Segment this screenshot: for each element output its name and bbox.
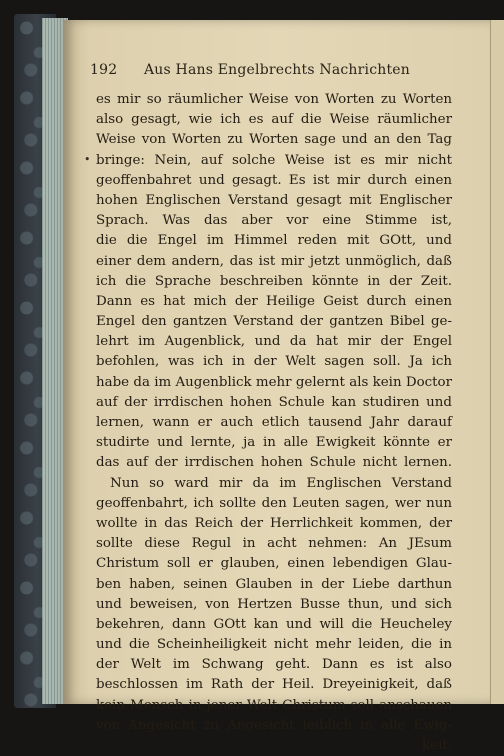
text-line: ben haben, seinen Glauben in der Liebe darthun: [96, 576, 452, 592]
text-line: bekehren, dann GOtt kan und will die Heucheley: [96, 616, 452, 632]
text-line: sollte diese Regul in acht nehmen: An JEsum: [96, 536, 452, 552]
text-line: studirte und lernte, ja in alle Ewigkeit könnte er: [96, 435, 452, 451]
text-line: das auf der irrdischen hohen Schule nicht lernen.: [96, 455, 452, 471]
text-line: kein Mensch in jener Welt Christum soll anschauen: [96, 697, 452, 713]
margin-mark: •: [84, 153, 91, 166]
text-line: einer dem andern, das ist mir jetzt unmöglich, daß: [96, 253, 452, 269]
text-line: geoffenbahrt, ich sollte den Leuten sagen, wer nun: [96, 495, 452, 511]
text-line: Weise von Worten zu Worten sage und an den Tag: [96, 132, 452, 148]
next-page-edge: [490, 20, 504, 704]
text-line: habe da im Augenblick mehr gelernt als kein Doctor: [96, 374, 452, 390]
text-line: lehrt im Augenblick, und da hat mir der Engel: [96, 334, 452, 350]
text-line: geoffenbahret und gesagt. Es ist mir durch einen: [96, 172, 452, 188]
text-line: wollte in das Reich der Herrlichkeit kommen, der: [96, 515, 452, 531]
text-line: die die Engel im Himmel reden mit GOtt, und: [96, 233, 452, 249]
text-line: der Welt im Schwang geht. Dann es ist also: [96, 657, 452, 673]
text-line: Engel den gantzen Verstand der gantzen Bibel ge-: [96, 314, 452, 330]
text-line: und beweisen, von Hertzen Busse thun, und sich: [96, 596, 452, 612]
body-text: [96, 90, 452, 756]
page-header: [90, 62, 450, 78]
text-line: lernen, wann er auch etlich tausend Jahr darauf: [96, 415, 452, 430]
text-line: hohen Englischen Verstand gesagt mit Englischer: [96, 192, 452, 208]
text-line: Sprach. Was das aber vor eine Stimme ist,: [96, 213, 452, 229]
page-number: 192: [90, 62, 118, 78]
text-line: es mir so räumlicher Weise von Worten zu Worten: [96, 92, 452, 107]
text-line: Nun so ward mir da im Englischen Verstand: [110, 475, 452, 491]
text-line: auf der irrdischen hohen Schule kan studiren und: [96, 394, 452, 410]
text-line: bringe: Nein, auf solche Weise ist es mir nicht: [96, 152, 452, 168]
text-line: Dann es hat mich der Heilige Geist durch einen: [96, 293, 452, 309]
running-title: Aus Hans Engelbrechts Nachrichten: [143, 62, 410, 78]
text-line: und die Scheinheiligkeit nicht mehr leiden, die in: [96, 637, 452, 653]
text-line: Christum soll er glauben, einen lebendigen Glau-: [96, 556, 452, 572]
text-line: beschlossen im Rath der Heil. Dreyeinigkeit, daß: [96, 677, 452, 693]
catchword: keit,: [422, 738, 452, 753]
text-line: von Angesicht zu Angesicht leiblich in alle Ewig-: [96, 717, 452, 733]
text-line: ich die Sprache beschreiben könnte in der Zeit.: [96, 273, 452, 289]
text-line: befohlen, was ich in der Welt sagen soll. Ja ich: [96, 354, 452, 370]
text-line: also gesagt, wie ich es auf die Weise räumlicher: [96, 112, 452, 128]
